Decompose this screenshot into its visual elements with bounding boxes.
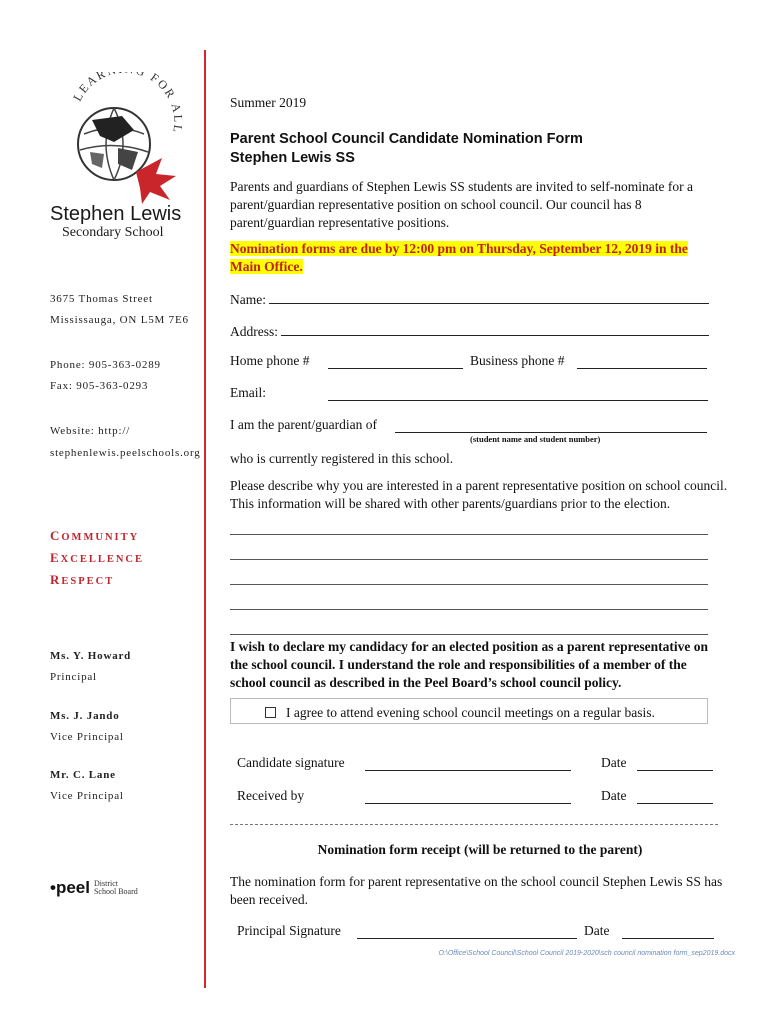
deadline-notice xyxy=(230,240,720,276)
board-name-line1: District xyxy=(93,879,118,888)
address-row xyxy=(230,321,709,341)
agree-row xyxy=(265,704,655,722)
intro-paragraph: Parents and guardians of Stephen Lewis SS students are invited to self-nominate for a parent/guardian representative position on school council. Our council has 8 parent/guardian representative positions. xyxy=(230,179,694,230)
email-field[interactable] xyxy=(328,386,708,401)
home-phone-field[interactable] xyxy=(328,354,463,369)
form-title-line1: Parent School Council Candidate Nomination Form xyxy=(230,131,583,147)
sidebar-divider xyxy=(204,50,206,988)
file-path-footer: O:\Office\School Council\School Council 2019-2020\sch council nomination form_sep2019.docx xyxy=(438,950,735,957)
globe-leaf-logo-icon xyxy=(52,72,192,212)
school-logo xyxy=(52,72,192,212)
student-hint: (student name and student number) xyxy=(470,434,601,444)
describe-line[interactable] xyxy=(230,610,708,635)
school-name-line2: Secondary School xyxy=(62,225,164,240)
candidate-signature-label: Candidate signature xyxy=(237,755,345,770)
home-phone-label: Home phone # xyxy=(230,353,310,368)
describe-line[interactable] xyxy=(230,585,708,610)
staff-role-vp2: Vice Principal xyxy=(50,790,124,802)
receipt-title: Nomination form receipt (will be returned to the parent) xyxy=(317,842,643,857)
peel-board-logo xyxy=(50,878,138,898)
staff-name-principal: Ms. Y. Howard xyxy=(50,650,132,662)
business-phone-label: Business phone # xyxy=(470,353,565,368)
describe-lines[interactable] xyxy=(230,510,708,635)
fax-number: Fax: 905-363-0293 xyxy=(50,380,149,392)
logo-text: LEAR FOR ALL xyxy=(70,72,186,136)
student-field[interactable] xyxy=(395,418,707,433)
board-name-line2: School Board xyxy=(93,887,138,896)
peel-logo-icon: •peel xyxy=(50,878,90,897)
form-title xyxy=(230,130,583,168)
declaration-text: I wish to declare my candidacy for an elected position as a parent representative on the school council. I understand the role and responsibilities of a member of the school council as described in the Peel Board’s school council policy. xyxy=(230,639,708,690)
received-date-field[interactable] xyxy=(637,789,713,804)
registered-text: who is currently registered in this school. xyxy=(230,451,454,466)
value-excellence: EXCELLENCE xyxy=(50,550,145,565)
deadline-line2: Main Office. xyxy=(230,259,303,274)
describe-line[interactable] xyxy=(230,560,708,585)
name-field[interactable] xyxy=(269,289,709,304)
address-line1: 3675 Thomas Street xyxy=(50,293,153,305)
form-title-line2: Stephen Lewis SS xyxy=(230,150,355,166)
email-label: Email: xyxy=(230,385,266,400)
principal-signature-field[interactable] xyxy=(357,924,577,939)
candidate-date-field[interactable] xyxy=(637,756,713,771)
address-line2: Mississauga, ON L5M 7E6 xyxy=(50,314,189,326)
agree-checkbox[interactable] xyxy=(265,707,276,718)
describe-line[interactable] xyxy=(230,510,708,535)
season-heading: Summer 2019 xyxy=(230,95,307,110)
name-label: Name: xyxy=(230,292,266,307)
deadline-line1: Nomination forms are due by 12:00 pm on Thursday, September 12, 2019 in the xyxy=(230,241,688,256)
received-by-field[interactable] xyxy=(365,789,571,804)
business-phone-field[interactable] xyxy=(577,354,707,369)
cut-line xyxy=(230,824,718,825)
describe-line[interactable] xyxy=(230,535,708,560)
received-date-label: Date xyxy=(601,788,627,803)
value-respect: RESPECT xyxy=(50,572,115,587)
principal-signature-label: Principal Signature xyxy=(237,923,341,938)
name-row xyxy=(230,289,709,309)
address-field[interactable] xyxy=(281,321,709,336)
principal-date-field[interactable] xyxy=(622,924,714,939)
website-label: Website: http:// xyxy=(50,425,131,437)
staff-role-principal: Principal xyxy=(50,671,97,683)
school-name-line1: Stephen Lewis xyxy=(50,203,182,225)
phone-number: Phone: 905-363-0289 xyxy=(50,359,161,371)
receipt-text: The nomination form for parent representative on the school council Stephen Lewis SS has been received. xyxy=(230,874,723,907)
candidate-signature-field[interactable] xyxy=(365,756,571,771)
staff-name-vp1: Ms. J. Jando xyxy=(50,710,120,722)
value-community: COMMUNITY xyxy=(50,528,140,543)
website-url[interactable]: stephenlewis.peelschools.org xyxy=(50,447,201,459)
staff-name-vp2: Mr. C. Lane xyxy=(50,769,116,781)
candidate-date-label: Date xyxy=(601,755,627,770)
address-label: Address: xyxy=(230,324,278,339)
agree-text: I agree to attend evening school council meetings on a regular basis. xyxy=(286,705,655,720)
staff-role-vp1: Vice Principal xyxy=(50,731,124,743)
principal-date-label: Date xyxy=(584,923,610,938)
parent-of-label: I am the parent/guardian of xyxy=(230,417,377,432)
received-by-label: Received by xyxy=(237,788,305,803)
describe-prompt: Please describe why you are interested in a parent representative position on school council. This information will be shared with other parents/guardians prior to the election. xyxy=(230,478,728,511)
